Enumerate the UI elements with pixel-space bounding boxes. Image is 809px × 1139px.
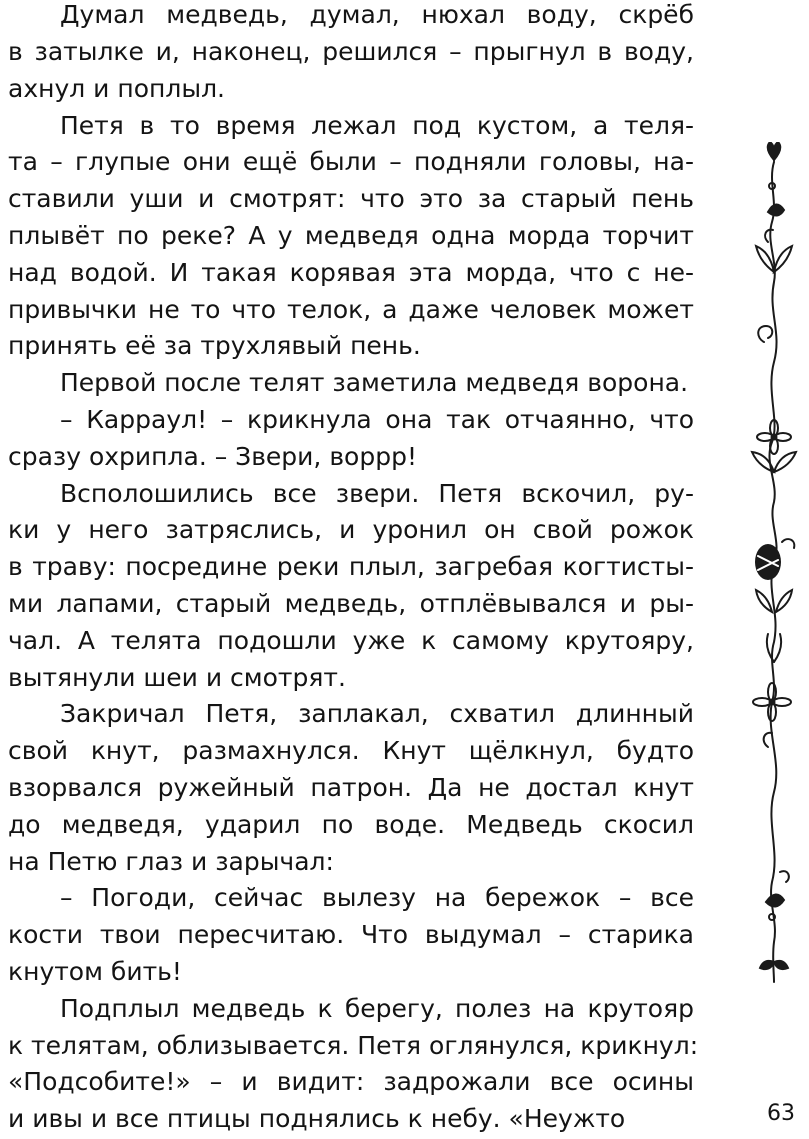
text-line: взорвался ружейный патрон. Да не достал кнут [8, 772, 694, 802]
text-line: кости твои пересчитаю. Что выдумал – старика [8, 920, 694, 950]
text-line: на Петю глаз и зарычал: [8, 846, 334, 876]
floral-vine-icon [738, 142, 809, 992]
text-line: принять её за трухлявый пень. [8, 331, 421, 361]
text-line: свой кнут, размахнулся. Кнут щёлкнул, будто [8, 736, 694, 766]
text-line: – Карраул! – крикнула она так отчаянно, что [60, 404, 694, 434]
text-line: в траву: посредине реки плыл, загребая когтисты- [8, 552, 694, 582]
text-line: кнутом бить! [8, 956, 182, 986]
text-line: Закричал Петя, заплакал, схватил длинный [60, 699, 694, 729]
text-line: Первой после телят заметила медведя ворона. [60, 368, 689, 398]
text-line: ставили уши и смотрят: что это за старый пень [8, 184, 694, 214]
text-line: вытянули шеи и смотрят. [8, 662, 346, 692]
text-line: сразу охрипла. – Звери, воррр! [8, 441, 417, 471]
text-line: в затылке и, наконец, решился – прыгнул в воду, [8, 37, 694, 66]
text-line: до медведя, ударил по воде. Медведь скосил [8, 809, 694, 839]
text-line: привычки не то что телок, а даже человек может [8, 294, 694, 324]
text-line: над водой. И такая корявая эта морда, что с не- [8, 257, 694, 287]
text-line: Всполошились все звери. Петя вскочил, ру- [60, 478, 694, 508]
text-line: ми лапами, старый медведь, отплёвывался и ры- [8, 588, 694, 618]
page-number: 63 [767, 1101, 795, 1126]
text-line: чал. А телята подошли уже к самому крутояру, [8, 625, 694, 655]
text-line: Думал медведь, думал, нюхал воду, скрёб [60, 0, 694, 29]
text-line: «Подсобите!» – и видит: задрожали все осины [8, 1067, 694, 1097]
text-line: та – глупые они ещё были – подняли головы, на- [8, 147, 694, 177]
text-line: Петя в то время лежал под кустом, а теля- [60, 110, 694, 140]
text-line: и ивы и все птицы поднялись к небу. «Неужто [8, 1104, 626, 1134]
text-line: Подплыл медведь к берегу, полез на крутояр [60, 993, 694, 1023]
text-line: ахнул и поплыл. [8, 73, 226, 103]
text-line: – Погоди, сейчас вылезу на бережок – все [60, 883, 694, 913]
text-line: ки у него затряслись, и уронил он свой рожок [8, 515, 694, 545]
text-line: плывёт по реке? А у медведя одна морда торчит [8, 220, 694, 250]
book-text [8, 0, 699, 1138]
text-line: к телятам, облизывается. Петя оглянулся, крикнул: [8, 1030, 699, 1060]
